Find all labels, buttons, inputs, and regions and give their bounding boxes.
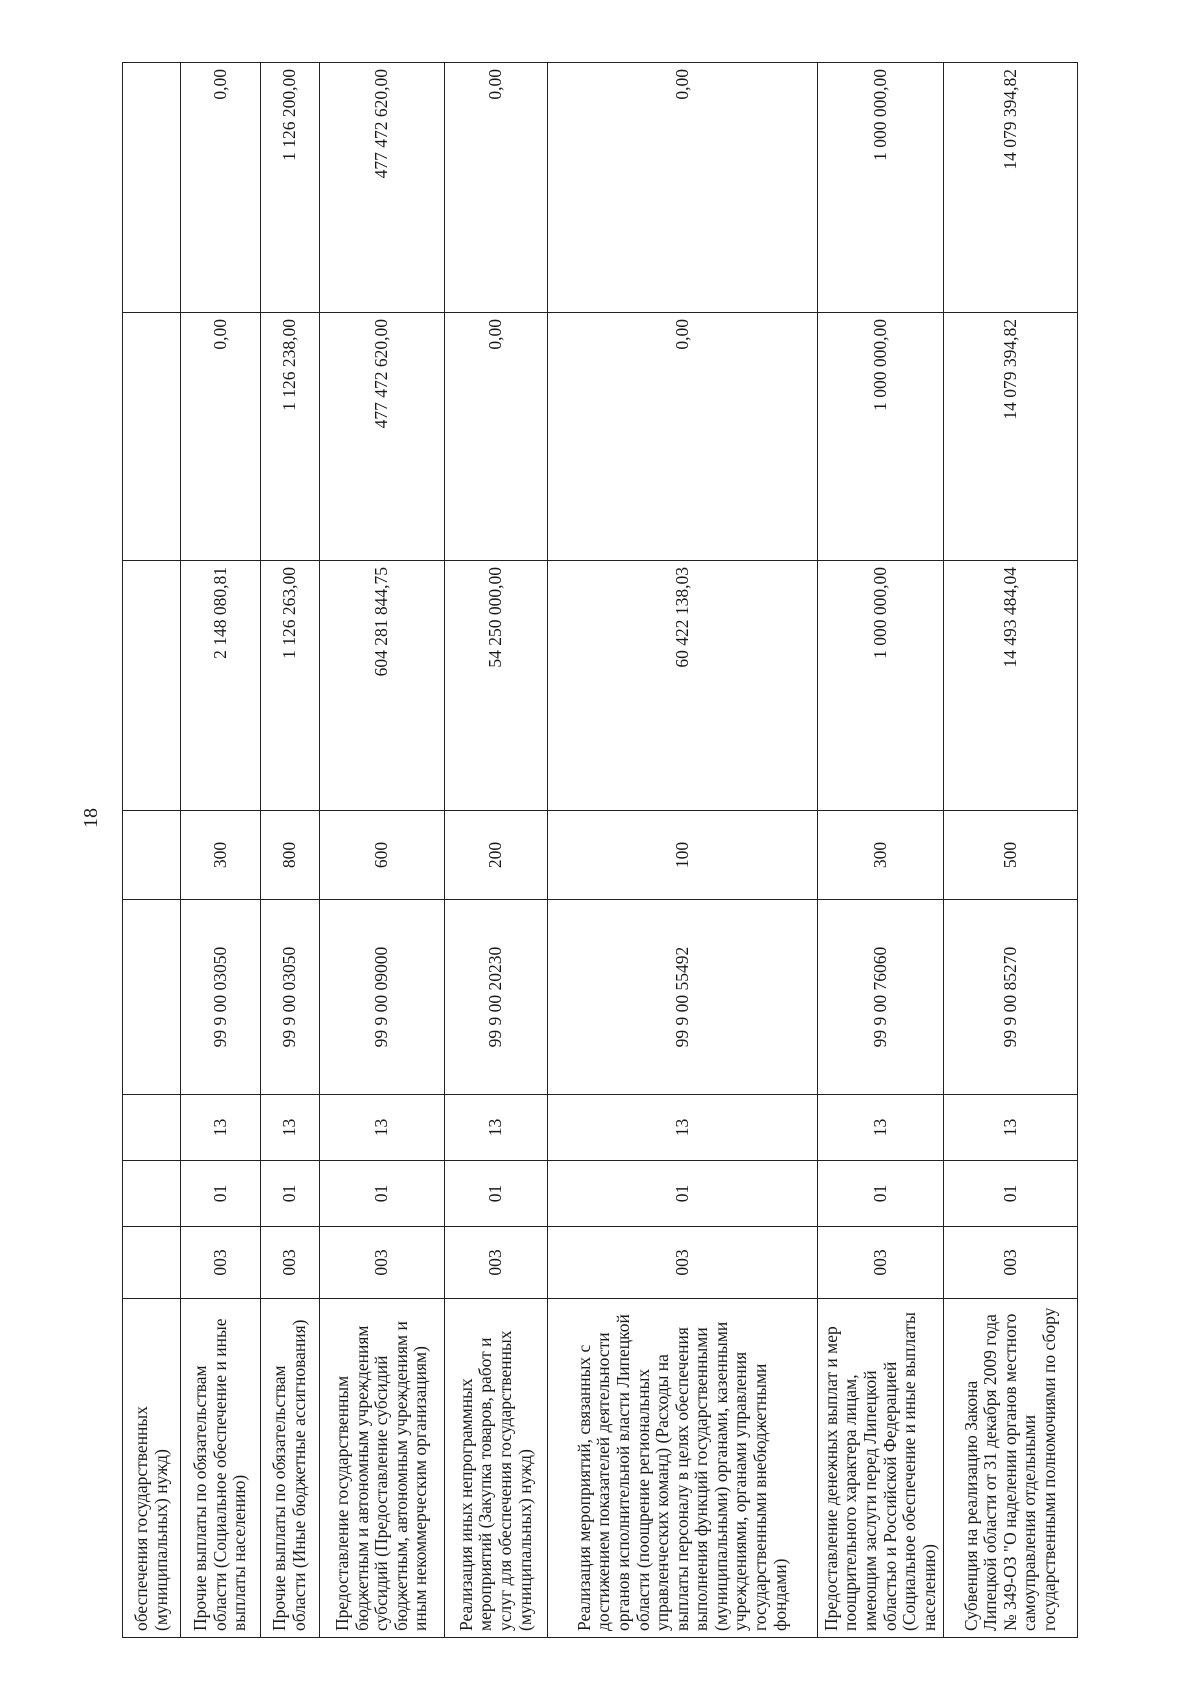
expense-type-code: 500 bbox=[944, 811, 1078, 900]
table-row bbox=[320, 63, 445, 1638]
budget-table-container bbox=[122, 63, 1077, 1638]
section-code: 01 bbox=[548, 1161, 818, 1227]
grbs-code: 003 bbox=[818, 1227, 944, 1299]
target-article-code: 99 9 00 85270 bbox=[944, 900, 1078, 1095]
amount-year-1: 2 148 080,81 bbox=[181, 561, 261, 811]
expense-type-code: 600 bbox=[320, 811, 445, 900]
row-description: Реализация мероприятий, связанных с достижением показателей деятельности органов исполнительной власти Липецкой области (поощрение региональных управленческих команд) (Расходы на выплаты персоналу в целях обеспечения выполнения функций государственными (муниципальными) органами, казенными учреждениями, органами управления государственными внебюджетными фондами) bbox=[548, 1299, 818, 1638]
subsection-code: 13 bbox=[548, 1095, 818, 1161]
amount-year-2 bbox=[123, 313, 181, 561]
amount-year-1: 54 250 000,00 bbox=[445, 561, 548, 811]
expense-type-code: 300 bbox=[181, 811, 261, 900]
grbs-code bbox=[123, 1227, 181, 1299]
section-code bbox=[123, 1161, 181, 1227]
amount-year-3: 477 472 620,00 bbox=[320, 63, 445, 313]
section-code: 01 bbox=[181, 1161, 261, 1227]
expense-type-code: 300 bbox=[818, 811, 944, 900]
target-article-code: 99 9 00 76060 bbox=[818, 900, 944, 1095]
target-article-code: 99 9 00 03050 bbox=[261, 900, 320, 1095]
subsection-code: 13 bbox=[320, 1095, 445, 1161]
grbs-code: 003 bbox=[548, 1227, 818, 1299]
target-article-code: 99 9 00 55492 bbox=[548, 900, 818, 1095]
grbs-code: 003 bbox=[944, 1227, 1078, 1299]
amount-year-3: 0,00 bbox=[548, 63, 818, 313]
grbs-code: 003 bbox=[320, 1227, 445, 1299]
subsection-code bbox=[123, 1095, 181, 1161]
expense-type-code bbox=[123, 811, 181, 900]
row-description: Прочие выплаты по обязательствам области (Иные бюджетные ассигнования) bbox=[261, 1299, 320, 1638]
amount-year-3 bbox=[123, 63, 181, 313]
target-article-code: 99 9 00 20230 bbox=[445, 900, 548, 1095]
amount-year-3: 1 000 000,00 bbox=[818, 63, 944, 313]
subsection-code: 13 bbox=[445, 1095, 548, 1161]
amount-year-3: 14 079 394,82 bbox=[944, 63, 1078, 313]
section-code: 01 bbox=[261, 1161, 320, 1227]
row-description: Прочие выплаты по обязательствам области (Социальное обеспечение и иные выплаты населению) bbox=[181, 1299, 261, 1638]
budget-table bbox=[122, 62, 1078, 1638]
table-row bbox=[261, 63, 320, 1638]
page-number: 18 bbox=[80, 808, 102, 828]
section-code: 01 bbox=[320, 1161, 445, 1227]
grbs-code: 003 bbox=[261, 1227, 320, 1299]
section-code: 01 bbox=[944, 1161, 1078, 1227]
subsection-code: 13 bbox=[261, 1095, 320, 1161]
amount-year-1: 14 493 484,04 bbox=[944, 561, 1078, 811]
subsection-code: 13 bbox=[181, 1095, 261, 1161]
amount-year-3: 1 126 200,00 bbox=[261, 63, 320, 313]
target-article-code bbox=[123, 900, 181, 1095]
expense-type-code: 200 bbox=[445, 811, 548, 900]
row-description: Предоставление денежных выплат и мер поощрительного характера лицам, имеющим заслуги перед Липецкой областью и Российской Федерацией (Социальное обеспечение и иные выплаты населению) bbox=[818, 1299, 944, 1638]
amount-year-3: 0,00 bbox=[181, 63, 261, 313]
amount-year-1: 604 281 844,75 bbox=[320, 561, 445, 811]
amount-year-2: 1 000 000,00 bbox=[818, 313, 944, 561]
table-row bbox=[818, 63, 944, 1638]
table-row bbox=[548, 63, 818, 1638]
row-description: Предоставление государственным бюджетным и автономным учреждениям субсидий (Предоставление субсидий бюджетным, автономным учреждениям и иным некоммерческим организациям) bbox=[320, 1299, 445, 1638]
grbs-code: 003 bbox=[445, 1227, 548, 1299]
section-code: 01 bbox=[818, 1161, 944, 1227]
subsection-code: 13 bbox=[944, 1095, 1078, 1161]
row-description: Реализация иных непрограммных мероприятий (Закупка товаров, работ и услуг для обеспечения государственных (муниципальных) нужд) bbox=[445, 1299, 548, 1638]
amount-year-2: 477 472 620,00 bbox=[320, 313, 445, 561]
table-row bbox=[123, 63, 181, 1638]
subsection-code: 13 bbox=[818, 1095, 944, 1161]
amount-year-1: 60 422 138,03 bbox=[548, 561, 818, 811]
grbs-code: 003 bbox=[181, 1227, 261, 1299]
target-article-code: 99 9 00 09000 bbox=[320, 900, 445, 1095]
table-row bbox=[181, 63, 261, 1638]
expense-type-code: 800 bbox=[261, 811, 320, 900]
amount-year-2: 0,00 bbox=[181, 313, 261, 561]
amount-year-1: 1 126 263,00 bbox=[261, 561, 320, 811]
table-row bbox=[445, 63, 548, 1638]
amount-year-2: 1 126 238,00 bbox=[261, 313, 320, 561]
target-article-code: 99 9 00 03050 bbox=[181, 900, 261, 1095]
amount-year-1: 1 000 000,00 bbox=[818, 561, 944, 811]
table-row bbox=[944, 63, 1078, 1638]
expense-type-code: 100 bbox=[548, 811, 818, 900]
section-code: 01 bbox=[445, 1161, 548, 1227]
row-description: обеспечения государственных (муниципальных) нужд) bbox=[123, 1299, 181, 1638]
row-description: Субвенция на реализацию Закона Липецкой области от 31 декабря 2009 года № 349-ОЗ "О наделении органов местного самоуправления отдельными государственными полномочиями по сбору bbox=[944, 1299, 1078, 1638]
amount-year-2: 14 079 394,82 bbox=[944, 313, 1078, 561]
amount-year-3: 0,00 bbox=[445, 63, 548, 313]
amount-year-2: 0,00 bbox=[445, 313, 548, 561]
amount-year-2: 0,00 bbox=[548, 313, 818, 561]
amount-year-1 bbox=[123, 561, 181, 811]
